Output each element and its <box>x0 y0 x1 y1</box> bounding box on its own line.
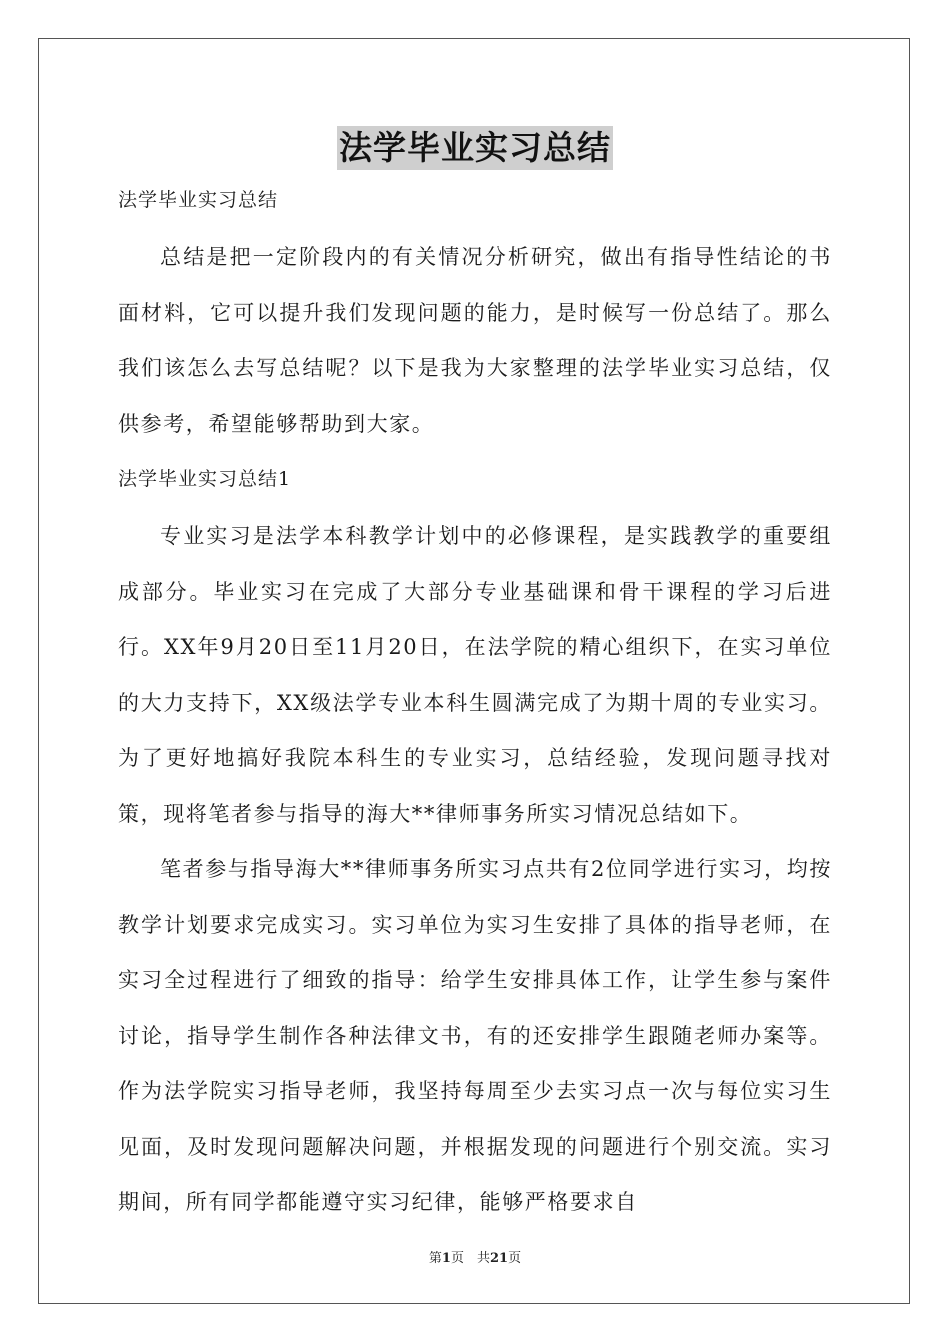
footer-suffix: 页 <box>508 1251 522 1266</box>
document-body <box>118 176 832 1231</box>
footer-middle: 页 共 <box>450 1251 490 1266</box>
footer-total-pages: 21 <box>489 1251 509 1266</box>
footer-page-number: 1 <box>441 1251 451 1266</box>
section-heading: 法学毕业实习总结 <box>118 189 279 211</box>
paragraph-internship-overview: 专业实习是法学本科教学计划中的必修课程，是实践教学的重要组成部分。毕业实习在完成了大部分专业基础课和骨干课程的学习后进行。XX年9月20日至11月20日，在法学院的精心组织下，在实习单位的大力支持下，XX级法学专业本科生圆满完成了为期十周的专业实习。为了更好地搞好我院本科生的专业实习，总结经验，发现问题寻找对策，现将笔者参与指导的海大**律师事务所实习情况总结如下。 <box>118 524 832 826</box>
footer-prefix: 第 <box>428 1251 442 1266</box>
section-heading-1: 法学毕业实习总结1 <box>118 468 292 490</box>
paragraph-internship-details: 笔者参与指导海大**律师事务所实习点共有2位同学进行实习，均按教学计划要求完成实习。实习单位为实习生安排了具体的指导老师，在实习全过程进行了细致的指导：给学生安排具体工作，让学生参与案件讨论，指导学生制作各种法律文书，有的还安排学生跟随老师办案等。作为法学院实习指导老师，我坚持每周至少去实习点一次与每位实习生见面，及时发现问题解决问题，并根据发现的问题进行个别交流。实习期间，所有同学都能遵守实习纪律，能够严格要求自 <box>118 857 832 1214</box>
paragraph-intro: 总结是把一定阶段内的有关情况分析研究，做出有指导性结论的书面材料，它可以提升我们发现问题的能力，是时候写一份总结了。那么我们该怎么去写总结呢？以下是我为大家整理的法学毕业实习总结，仅供参考，希望能够帮助到大家。 <box>118 245 832 436</box>
document-title: 法学毕业实习总结 <box>337 126 613 170</box>
title-container <box>0 126 950 170</box>
page-footer <box>0 1247 950 1266</box>
